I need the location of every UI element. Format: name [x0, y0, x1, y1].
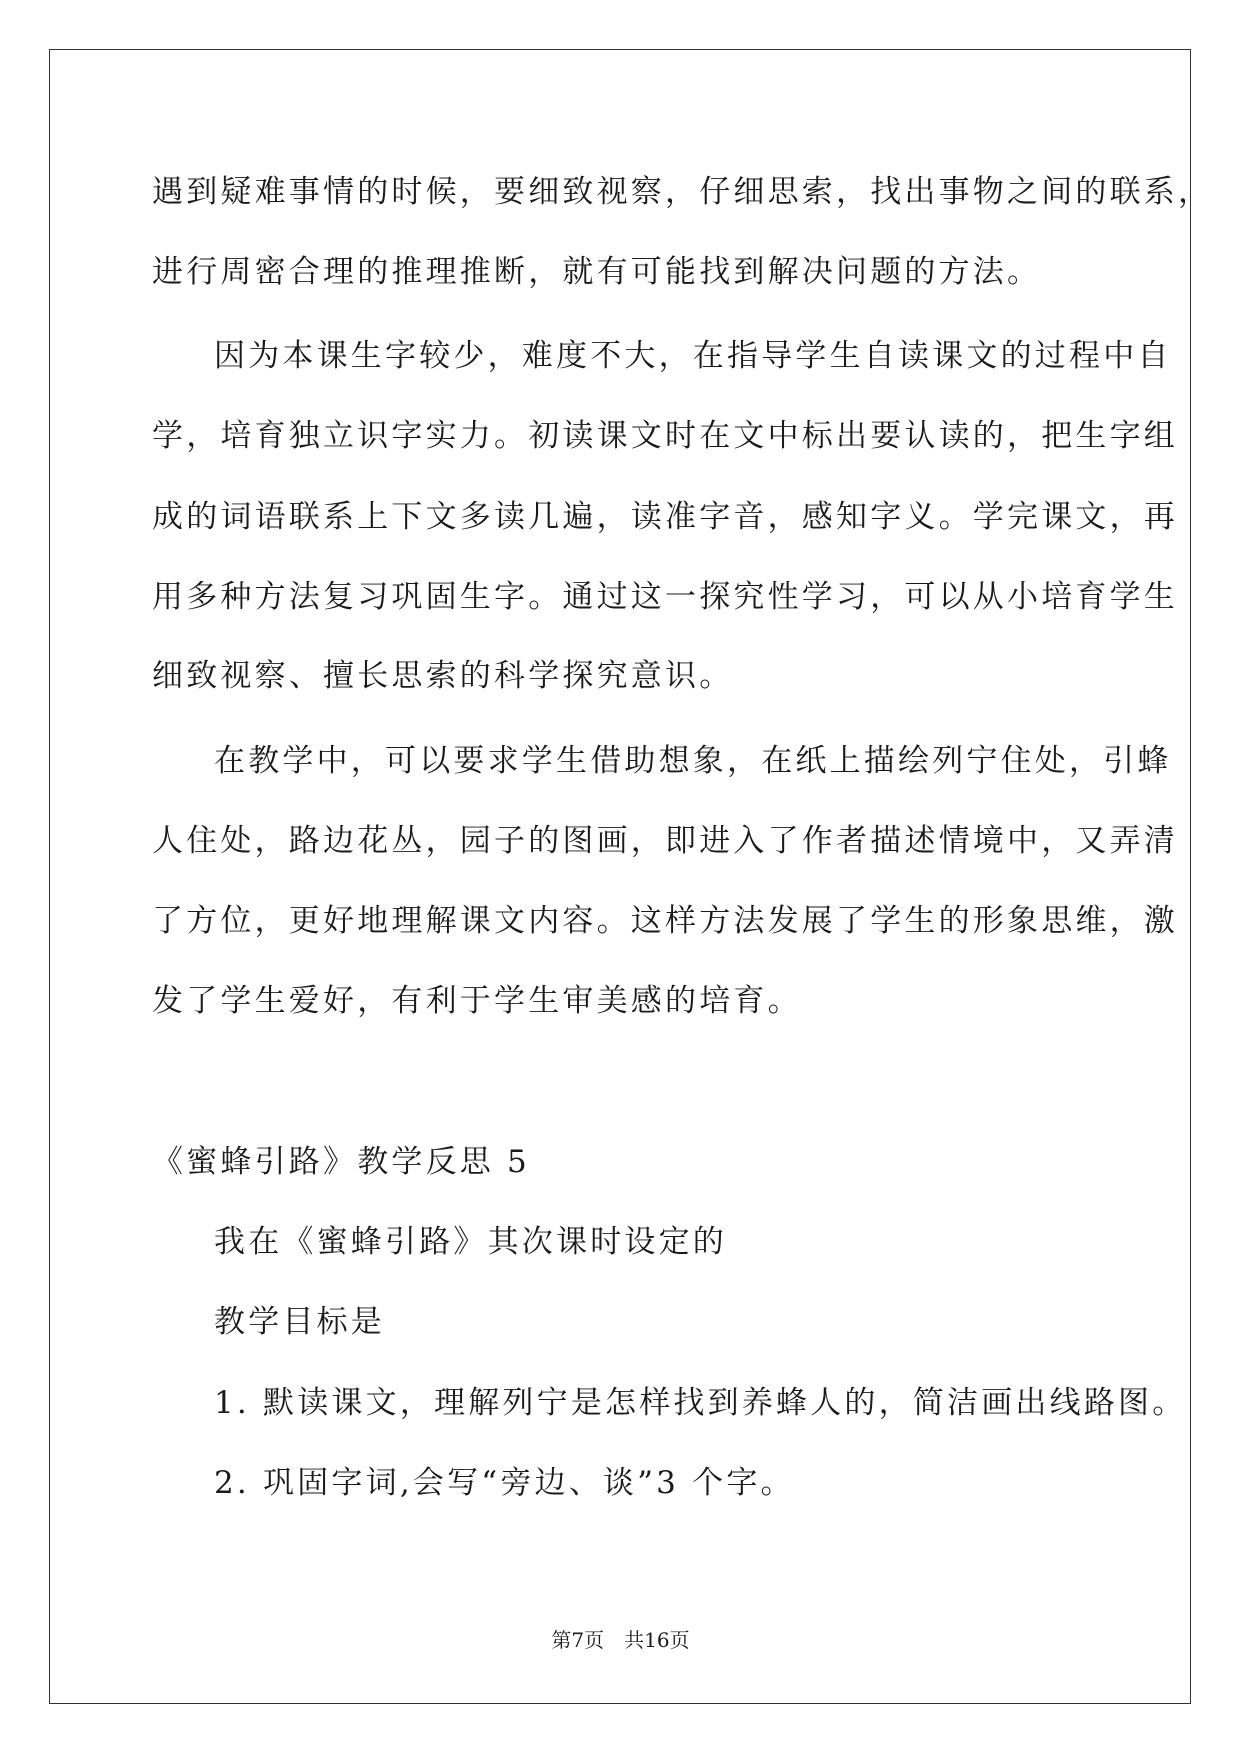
- paragraph-2-line-1: 因为本课生字较少，难度不大，在指导学生自读课文的过程中自: [214, 338, 1172, 374]
- paragraph-1-line-1: 遇到疑难事情的时候，要细致视察，仔细思索，找出事物之间的联系，: [152, 174, 1213, 210]
- page-number: 第7页: [551, 1628, 605, 1652]
- paragraph-2-line-5: 细致视察、擅长思索的科学探究意识。: [152, 658, 734, 694]
- section-line-1: 我在《蜜蜂引路》其次课时设定的: [214, 1224, 727, 1260]
- paragraph-3-line-1: 在教学中，可以要求学生借助想象，在纸上描绘列宁住处，引蜂: [214, 743, 1172, 779]
- page-border: [49, 49, 1191, 1704]
- page-footer: [0, 1627, 1241, 1653]
- paragraph-3-line-2: 人住处，路边花丛，园子的图画，即进入了作者描述情境中，又弄清: [152, 823, 1178, 859]
- section-title: 《蜜蜂引路》教学反思 5: [152, 1144, 530, 1180]
- objective-2: 2. 巩固字词,会写“旁边、谈”3 个字。: [214, 1465, 795, 1501]
- page-total: 共16页: [624, 1628, 690, 1652]
- paragraph-3-line-4: 发了学生爱好，有利于学生审美感的培育。: [152, 983, 802, 1019]
- paragraph-2-line-4: 用多种方法复习巩固生字。通过这一探究性学习，可以从小培育学生: [152, 579, 1178, 615]
- paragraph-1-line-2: 进行周密合理的推理推断，就有可能找到解决问题的方法。: [152, 254, 1042, 290]
- section-line-2: 教学目标是: [214, 1304, 385, 1340]
- objective-1: 1. 默读课文，理解列宁是怎样找到养蜂人的，简洁画出线路图。: [214, 1385, 1187, 1421]
- paragraph-3-line-3: 了方位，更好地理解课文内容。这样方法发展了学生的形象思维，激: [152, 903, 1178, 939]
- paragraph-2-line-2: 学，培育独立识字实力。初读课文时在文中标出要认读的，把生字组: [152, 418, 1178, 454]
- paragraph-2-line-3: 成的词语联系上下文多读几遍，读准字音，感知字义。学完课文，再: [152, 499, 1178, 535]
